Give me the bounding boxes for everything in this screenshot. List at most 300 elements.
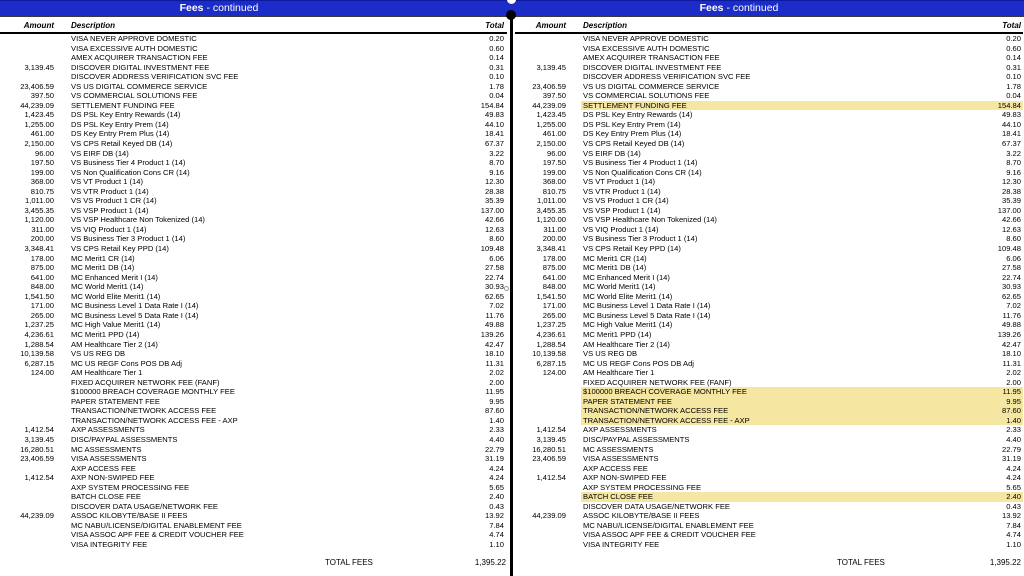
description-cell: DS PSL Key Entry Rewards (14) — [71, 110, 181, 120]
table-row — [512, 282, 1024, 292]
column-header-amount: Amount — [535, 21, 566, 30]
total-cell: 22.79 — [1001, 444, 1021, 454]
total-cell: 49.88 — [484, 320, 504, 330]
amount-cell: 171.00 — [30, 301, 54, 311]
description-cell: DS Key Entry Prem Plus (14) — [583, 129, 682, 139]
description-cell: VS VSP Healthcare Non Tokenized (14) — [583, 215, 717, 225]
amount-cell: 311.00 — [543, 224, 566, 234]
table-row — [0, 359, 512, 369]
amount-cell: 3,139.45 — [536, 434, 566, 444]
description-cell: VS VS Product 1 CR (14) — [583, 196, 669, 206]
table-row — [512, 101, 1024, 111]
table-row — [0, 225, 512, 235]
total-cell: 11.76 — [1002, 310, 1021, 320]
column-header-description: Description — [583, 21, 628, 30]
table-row — [0, 311, 512, 321]
table-row — [0, 397, 512, 407]
table-row — [0, 263, 512, 273]
description-cell: AM Healthcare Tier 2 (14) — [71, 339, 158, 349]
table-row — [512, 120, 1024, 130]
amount-cell: 1,237.25 — [24, 320, 54, 330]
table-row — [512, 292, 1024, 302]
amount-cell: 1,412.54 — [536, 473, 566, 483]
table-row — [0, 234, 512, 244]
table-row — [512, 406, 1024, 416]
total-cell: 8.60 — [1006, 234, 1021, 244]
description-cell: TRANSACTION/NETWORK ACCESS FEE - AXP — [583, 415, 750, 425]
amount-cell: 397.50 — [30, 91, 54, 101]
total-cell: 154.84 — [480, 100, 504, 110]
total-cell: 109.48 — [997, 244, 1021, 254]
description-cell: VISA INTEGRITY FEE — [71, 539, 148, 549]
total-cell: 31.19 — [1001, 454, 1021, 464]
total-cell: 0.20 — [489, 34, 504, 43]
table-row — [0, 254, 512, 264]
description-cell: AXP NON-SWIPED FEE — [583, 473, 667, 483]
total-cell: 137.00 — [480, 205, 504, 215]
table-row — [512, 378, 1024, 388]
table-row — [0, 387, 512, 397]
amount-cell: 197.50 — [542, 158, 566, 168]
total-cell: 0.04 — [1006, 91, 1021, 101]
description-cell: VS Non Qualification Cons CR (14) — [71, 167, 190, 177]
description-cell: MC High Value Merit1 (14) — [583, 320, 673, 330]
description-cell: MC US REGF Cons POS DB Adj — [71, 358, 182, 368]
page-title-bold: Fees — [699, 2, 724, 14]
description-cell: MC Business Level 1 Data Rate I (14) — [583, 301, 711, 311]
total-cell: 49.88 — [1001, 320, 1021, 330]
table-row — [512, 492, 1024, 502]
amount-cell: 199.00 — [542, 167, 566, 177]
description-cell: VS VSP Healthcare Non Tokenized (14) — [71, 215, 205, 225]
table-row — [0, 187, 512, 197]
description-cell: ASSOC KILOBYTE/BASE II FEES — [71, 511, 188, 521]
total-cell: 0.43 — [489, 501, 504, 511]
table-row — [512, 110, 1024, 120]
description-cell: AXP ACCESS FEE — [583, 463, 648, 473]
description-cell: AM Healthcare Tier 1 — [583, 368, 655, 378]
total-cell: 9.16 — [1006, 167, 1021, 177]
amount-cell: 3,455.35 — [536, 205, 566, 215]
description-cell: VS CPS Retail Keyed DB (14) — [583, 139, 685, 149]
total-cell: 1.10 — [1006, 539, 1021, 549]
table-row — [0, 511, 512, 521]
table-row — [512, 72, 1024, 82]
amount-cell: 1,412.54 — [24, 425, 54, 435]
table-row — [0, 244, 512, 254]
total-cell: 11.31 — [485, 358, 504, 368]
amount-cell: 44,239.09 — [532, 511, 566, 521]
amount-cell: 848.00 — [542, 282, 566, 292]
total-cell: 8.60 — [489, 234, 504, 244]
total-cell: 6.06 — [489, 253, 504, 263]
amount-cell — [0, 387, 54, 397]
total-cell: 27.58 — [1001, 263, 1021, 273]
description-cell: TRANSACTION/NETWORK ACCESS FEE - AXP — [71, 415, 238, 425]
total-cell: 9.95 — [1006, 396, 1021, 406]
total-cell: 30.93 — [484, 282, 504, 292]
table-row — [512, 521, 1024, 531]
table-row — [512, 196, 1024, 206]
table-row — [512, 540, 1024, 550]
description-cell: VS EIRF DB (14) — [71, 148, 129, 158]
amount-cell: 6,287.15 — [536, 358, 566, 368]
total-cell: 3.22 — [489, 148, 504, 158]
amount-cell: 265.00 — [30, 310, 54, 320]
amount-cell: 200.00 — [542, 234, 566, 244]
table-row — [0, 330, 512, 340]
table-row — [0, 82, 512, 92]
description-cell: $100000 BREACH COVERAGE MONTHLY FEE — [583, 387, 747, 397]
total-cell: 4.40 — [489, 434, 504, 444]
total-cell: 13.92 — [1001, 511, 1021, 521]
amount-cell: 171.00 — [542, 301, 566, 311]
page-title-rest: - continued — [203, 2, 259, 14]
comparison-slider-handle[interactable] — [506, 10, 516, 20]
total-cell: 22.79 — [484, 444, 504, 454]
description-cell: DISCOVER DATA USAGE/NETWORK FEE — [583, 501, 730, 511]
amount-cell — [0, 72, 54, 82]
amount-cell — [0, 521, 54, 531]
description-cell: AM Healthcare Tier 1 — [71, 368, 143, 378]
total-cell: 12.63 — [1001, 224, 1021, 234]
table-row — [512, 301, 1024, 311]
total-cell: 62.65 — [1001, 291, 1021, 301]
amount-cell: 3,348.41 — [24, 244, 54, 254]
amount-cell — [512, 492, 566, 502]
description-cell: SETTLEMENT FUNDING FEE — [583, 100, 687, 110]
amount-cell — [512, 530, 566, 540]
total-cell: 0.31 — [1006, 62, 1021, 72]
table-row — [512, 502, 1024, 512]
amount-cell: 2,150.00 — [24, 139, 54, 149]
total-cell: 28.38 — [484, 186, 504, 196]
description-cell: AXP ASSESSMENTS — [583, 425, 657, 435]
total-cell: 2.40 — [489, 492, 504, 502]
table-row — [512, 254, 1024, 264]
table-row — [0, 492, 512, 502]
table-row — [0, 196, 512, 206]
page-title — [180, 1, 259, 16]
total-cell: 8.70 — [1006, 158, 1021, 168]
amount-cell — [512, 53, 566, 63]
amount-cell: 810.75 — [30, 186, 54, 196]
description-cell: MC NABU/LICENSE/DIGITAL ENABLEMENT FEE — [71, 520, 242, 530]
total-cell: 0.10 — [1006, 72, 1021, 82]
description-cell: DISCOVER ADDRESS VERIFICATION SVC FEE — [71, 72, 239, 82]
description-cell: MC Merit1 CR (14) — [71, 253, 135, 263]
total-cell: 49.83 — [484, 110, 504, 120]
total-cell: 49.83 — [1001, 110, 1021, 120]
description-cell: VISA NEVER APPROVE DOMESTIC — [583, 34, 709, 43]
description-cell: MC Enhanced Merit I (14) — [583, 272, 670, 282]
table-row — [512, 445, 1024, 455]
amount-cell: 96.00 — [546, 148, 566, 158]
description-cell: AXP ASSESSMENTS — [71, 425, 145, 435]
table-row — [512, 397, 1024, 407]
total-cell: 4.74 — [489, 530, 504, 540]
description-cell: VS COMMERCIAL SOLUTIONS FEE — [71, 91, 198, 101]
amount-cell: 199.00 — [30, 167, 54, 177]
description-cell: MC World Elite Merit1 (14) — [583, 291, 673, 301]
table-row — [0, 158, 512, 168]
total-cell: 4.24 — [1006, 463, 1021, 473]
total-cell: 2.33 — [1006, 425, 1021, 435]
column-header-amount: Amount — [23, 21, 54, 30]
table-row — [0, 120, 512, 130]
total-cell: 28.38 — [1001, 186, 1021, 196]
amount-cell: 200.00 — [30, 234, 54, 244]
description-cell: DISCOVER DATA USAGE/NETWORK FEE — [71, 501, 218, 511]
amount-cell: 44,239.09 — [20, 511, 54, 521]
description-cell: DS PSL Key Entry Prem (14) — [71, 119, 169, 129]
total-cell: 18.10 — [484, 349, 504, 359]
table-row — [0, 320, 512, 330]
amount-cell: 44,239.09 — [532, 100, 566, 110]
amount-cell — [512, 502, 566, 512]
table-row — [0, 464, 512, 474]
table-row — [0, 416, 512, 426]
total-cell: 87.60 — [484, 406, 504, 416]
description-cell: MC Merit1 CR (14) — [583, 253, 647, 263]
description-cell: VS US REG DB — [71, 349, 126, 359]
table-row — [0, 530, 512, 540]
description-cell: DISCOVER ADDRESS VERIFICATION SVC FEE — [583, 72, 751, 82]
table-row — [512, 91, 1024, 101]
table-row — [512, 320, 1024, 330]
amount-cell — [512, 521, 566, 531]
amount-cell: 197.50 — [30, 158, 54, 168]
total-cell: 2.02 — [1006, 368, 1021, 378]
description-cell: MC Business Level 5 Data Rate I (14) — [583, 310, 711, 320]
total-cell: 0.60 — [489, 43, 504, 53]
table-row — [0, 406, 512, 416]
table-row — [512, 464, 1024, 474]
description-cell: VS Non Qualification Cons CR (14) — [583, 167, 702, 177]
table-row — [512, 63, 1024, 73]
amount-cell — [512, 397, 566, 407]
table-row — [0, 34, 512, 44]
description-cell: MC World Merit1 (14) — [583, 282, 656, 292]
total-cell: 22.74 — [484, 272, 504, 282]
total-cell: 2.02 — [489, 368, 504, 378]
table-row — [0, 63, 512, 73]
amount-cell — [512, 44, 566, 54]
amount-cell: 4,236.61 — [536, 329, 566, 339]
description-cell: DISCOVER DIGITAL INVESTMENT FEE — [71, 62, 210, 72]
amount-cell — [512, 406, 566, 416]
table-row — [512, 435, 1024, 445]
table-row — [512, 215, 1024, 225]
table-row — [0, 502, 512, 512]
total-cell: 42.66 — [1001, 215, 1021, 225]
amount-cell — [512, 34, 566, 44]
description-cell: PAPER STATEMENT FEE — [583, 396, 672, 406]
description-cell: VS VT Product 1 (14) — [71, 177, 144, 187]
total-cell: 4.24 — [489, 463, 504, 473]
amount-cell: 875.00 — [542, 263, 566, 273]
amount-cell: 1,423.45 — [24, 110, 54, 120]
description-cell: MC ASSESSMENTS — [583, 444, 654, 454]
table-row — [0, 292, 512, 302]
total-cell: 18.10 — [1001, 349, 1021, 359]
total-fees-label: TOTAL FEES — [837, 558, 885, 567]
total-cell: 5.65 — [489, 482, 504, 492]
total-cell: 4.24 — [1006, 473, 1021, 483]
description-cell: VS CPS Retail Key PPD (14) — [583, 244, 681, 254]
amount-cell — [512, 540, 566, 550]
total-cell: 7.02 — [489, 301, 504, 311]
table-row — [0, 72, 512, 82]
table-row — [0, 91, 512, 101]
section-title-bar — [512, 0, 1024, 17]
total-cell: 18.41 — [484, 129, 504, 139]
column-header-description: Description — [71, 21, 116, 30]
amount-cell: 178.00 — [542, 253, 566, 263]
table-row — [0, 473, 512, 483]
total-fees-row — [0, 557, 512, 569]
description-cell: VS VIQ Product 1 (14) — [71, 224, 147, 234]
total-cell: 139.26 — [997, 329, 1021, 339]
amount-cell: 23,406.59 — [532, 81, 566, 91]
total-cell: 0.04 — [489, 91, 504, 101]
amount-cell: 1,541.50 — [24, 291, 54, 301]
description-cell: ASSOC KILOBYTE/BASE II FEES — [583, 511, 700, 521]
total-cell: 1.10 — [489, 539, 504, 549]
total-cell: 27.58 — [484, 263, 504, 273]
description-cell: AXP NON-SWIPED FEE — [71, 473, 155, 483]
description-cell: MC Business Level 1 Data Rate I (14) — [71, 301, 199, 311]
total-cell: 7.84 — [489, 520, 504, 530]
total-cell: 137.00 — [997, 205, 1021, 215]
table-row — [512, 187, 1024, 197]
total-cell: 9.16 — [489, 167, 504, 177]
table-row — [512, 177, 1024, 187]
amount-cell: 1,412.54 — [536, 425, 566, 435]
table-row — [0, 540, 512, 550]
description-cell: VISA ASSOC APF FEE & CREDIT VOUCHER FEE — [71, 530, 244, 540]
total-cell: 2.33 — [489, 425, 504, 435]
total-cell: 0.20 — [1006, 34, 1021, 43]
total-cell: 0.60 — [1006, 43, 1021, 53]
total-cell: 30.93 — [1001, 282, 1021, 292]
table-row — [512, 168, 1024, 178]
total-cell: 1.40 — [489, 415, 504, 425]
amount-cell: 641.00 — [542, 272, 566, 282]
description-cell: MC NABU/LICENSE/DIGITAL ENABLEMENT FEE — [583, 520, 754, 530]
description-cell: SETTLEMENT FUNDING FEE — [71, 100, 175, 110]
amount-cell: 875.00 — [30, 263, 54, 273]
description-cell: VISA ASSESSMENTS — [71, 454, 147, 464]
description-cell: VS COMMERCIAL SOLUTIONS FEE — [583, 91, 710, 101]
comparison-divider[interactable] — [510, 13, 513, 576]
table-row — [0, 282, 512, 292]
table-row — [512, 368, 1024, 378]
description-cell: MC World Merit1 (14) — [71, 282, 144, 292]
total-cell: 2.00 — [489, 377, 504, 387]
table-row — [0, 177, 512, 187]
amount-cell: 368.00 — [30, 177, 54, 187]
description-cell: MC Merit1 DB (14) — [71, 263, 135, 273]
amount-cell — [0, 540, 54, 550]
total-fees-value: 1,395.22 — [474, 558, 506, 567]
total-cell: 35.39 — [484, 196, 504, 206]
table-row — [512, 273, 1024, 283]
total-cell: 0.10 — [489, 72, 504, 82]
amount-cell — [0, 416, 54, 426]
amount-cell: 1,255.00 — [24, 119, 54, 129]
description-cell: AM Healthcare Tier 2 (14) — [583, 339, 670, 349]
amount-cell: 1,288.54 — [24, 339, 54, 349]
table-row — [0, 101, 512, 111]
description-cell: MC US REGF Cons POS DB Adj — [583, 358, 694, 368]
section-title-bar — [0, 0, 512, 17]
description-cell: VS CPS Retail Keyed DB (14) — [71, 139, 173, 149]
page-title-bold: Fees — [179, 2, 204, 14]
amount-cell — [512, 387, 566, 397]
total-cell: 42.47 — [484, 339, 504, 349]
table-row — [512, 340, 1024, 350]
amount-cell: 1,412.54 — [24, 473, 54, 483]
description-cell: VISA NEVER APPROVE DOMESTIC — [71, 34, 197, 43]
table-row — [512, 359, 1024, 369]
description-cell: VS VT Product 1 (14) — [583, 177, 656, 187]
total-cell: 44.10 — [484, 119, 504, 129]
total-cell: 1.40 — [1006, 415, 1021, 425]
amount-cell: 848.00 — [30, 282, 54, 292]
total-cell: 13.92 — [484, 511, 504, 521]
description-cell: VS CPS Retail Key PPD (14) — [71, 244, 169, 254]
stray-dot-artifact — [504, 286, 509, 291]
table-row — [512, 129, 1024, 139]
table-row — [512, 416, 1024, 426]
fees-table-body — [512, 34, 1024, 550]
amount-cell: 810.75 — [542, 186, 566, 196]
description-cell: MC Merit1 PPD (14) — [71, 329, 140, 339]
amount-cell: 23,406.59 — [20, 454, 54, 464]
table-row — [0, 340, 512, 350]
table-row — [0, 368, 512, 378]
description-cell: BATCH CLOSE FEE — [71, 492, 141, 502]
description-cell: MC High Value Merit1 (14) — [71, 320, 161, 330]
table-row — [512, 34, 1024, 44]
amount-cell — [0, 406, 54, 416]
column-header-row — [512, 20, 1024, 32]
description-cell: DISCOVER DIGITAL INVESTMENT FEE — [583, 62, 722, 72]
amount-cell: 311.00 — [31, 224, 54, 234]
total-cell: 12.63 — [484, 224, 504, 234]
total-cell: 3.22 — [1006, 148, 1021, 158]
description-cell: AMEX ACQUIRER TRANSACTION FEE — [583, 53, 720, 63]
amount-cell: 368.00 — [542, 177, 566, 187]
description-cell: MC Business Level 5 Data Rate I (14) — [71, 310, 199, 320]
description-cell: FIXED ACQUIRER NETWORK FEE (FANF) — [583, 377, 732, 387]
amount-cell — [512, 378, 566, 388]
table-row — [512, 473, 1024, 483]
table-row — [0, 168, 512, 178]
table-row — [0, 215, 512, 225]
amount-cell: 1,288.54 — [536, 339, 566, 349]
amount-cell: 178.00 — [30, 253, 54, 263]
total-cell: 11.95 — [485, 387, 504, 397]
total-cell: 0.14 — [1006, 53, 1021, 63]
page-title-rest: - continued — [723, 2, 779, 14]
amount-cell — [512, 464, 566, 474]
table-row — [0, 445, 512, 455]
total-cell: 22.74 — [1001, 272, 1021, 282]
amount-cell: 1,255.00 — [536, 119, 566, 129]
table-row — [0, 206, 512, 216]
